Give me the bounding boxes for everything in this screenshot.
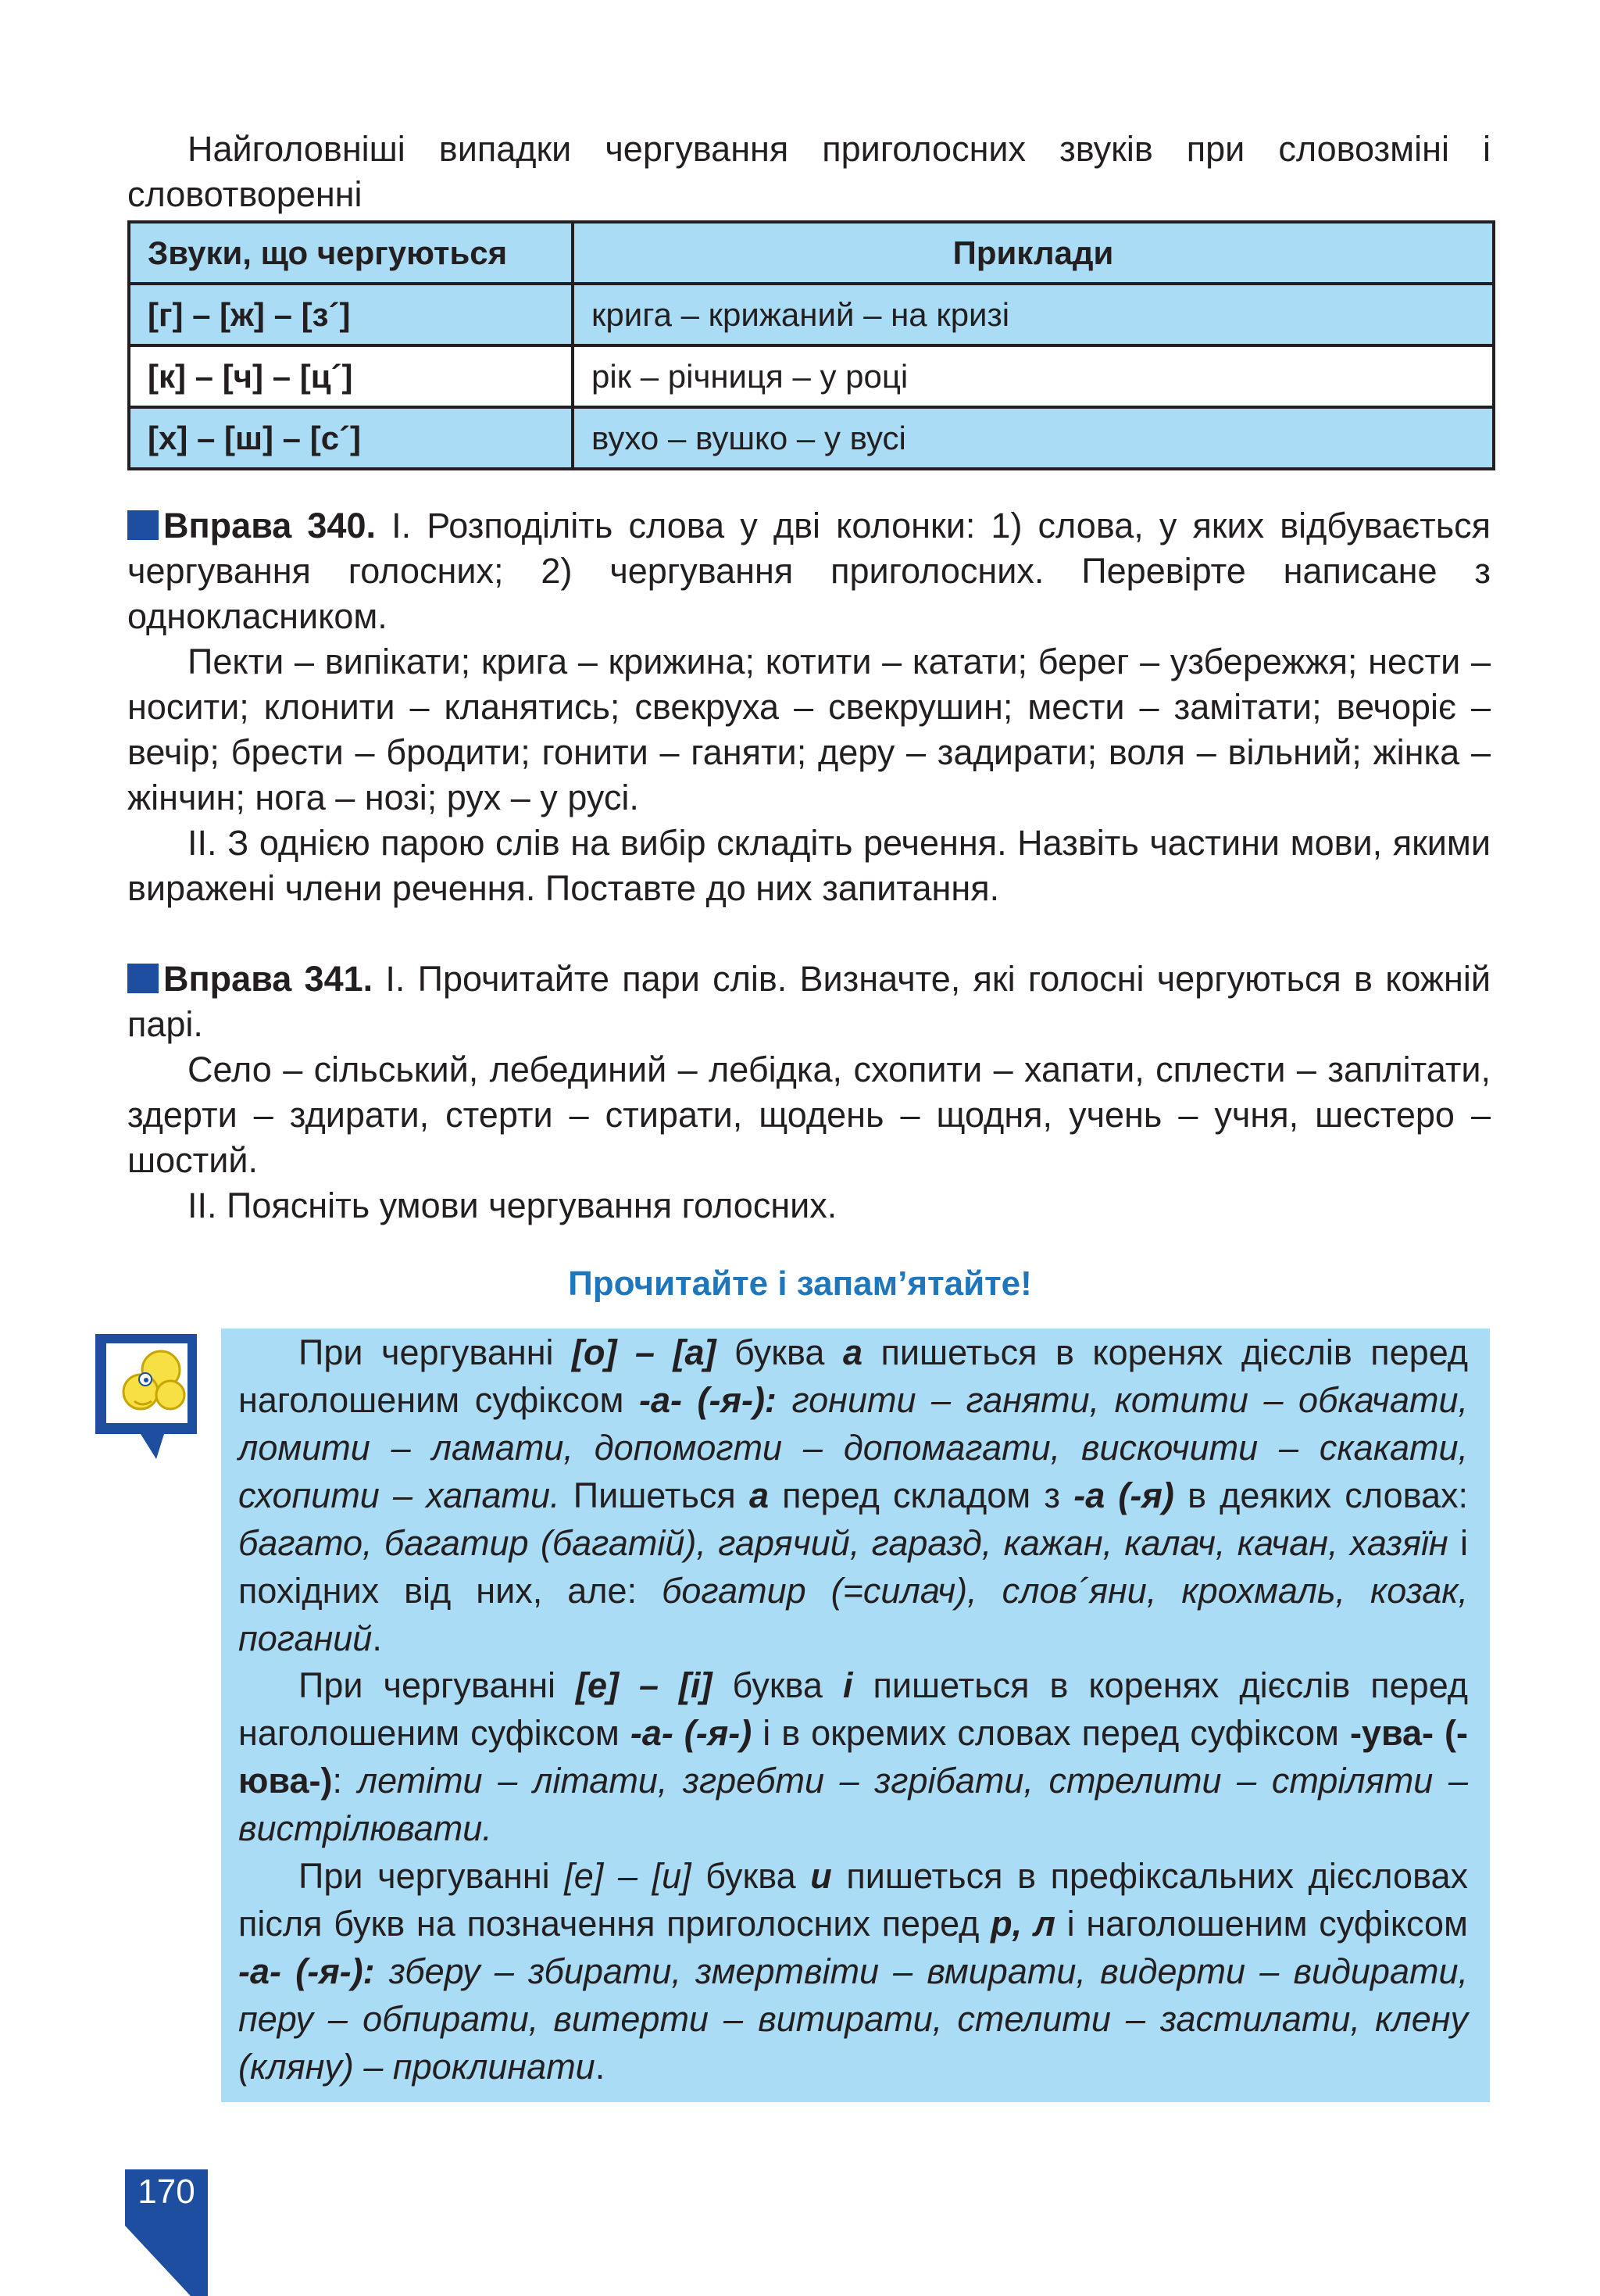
rule-text-run: пишеться в коренях дієслів перед наголошеним суфіксом [238,1665,1468,1753]
table-cell-examples: вухо – вушко – у вусі [573,407,1494,469]
exercise-marker-icon [127,510,159,540]
rule-text-run: і [842,1665,853,1705]
exercise-340-words: Пекти – випікати; крига – крижина; котити – катати; берег – узбережжя; нести – носити; клонити – кланятись; свекруха – свекрушин; мести – замітати; вечоріє – вечір; брести – бродити; гонити – ганяти; деру – задирати; воля – вільний; жінка – жінчин; нога – нозі; рух – у русі. [127,642,1491,817]
table-cell-examples: рік – річниця – у році [573,345,1494,407]
rule-text-run: -ува- (-юва-) [238,1713,1468,1801]
rule-text-run: -а- (-я-): [638,1380,777,1420]
rule-text-run: гонити – ганяти, котити – обкачати, ломити – ламати, допомогти – допомагати, вискочити – скакати, схопити – хапати. [238,1380,1468,1515]
table-header-examples: Приклади [573,222,1494,284]
table-row [129,345,1494,407]
rule-text-run: [о] – [а] [572,1332,716,1372]
rule-text-run: в деяких словах: [1173,1475,1469,1515]
rule-text-run: перед складом з [768,1475,1074,1515]
rule-text-run: . [595,2047,605,2087]
exercise-341-task1-text: І. Прочитайте пари слів. Визначте, які голосні чергуються в кожній парі. [127,959,1491,1044]
page-number-tab [125,2169,208,2296]
exercise-340-task1 [127,503,1491,639]
rule-text-run: [е] – [і] [576,1665,712,1705]
rule-text-run: -а (-я) [1073,1475,1174,1515]
rule-paragraph-3 [238,1852,1468,2090]
table-row [129,407,1494,469]
exercise-marker-icon [127,964,159,993]
exercise-341-task1 [127,957,1491,1047]
exercise-341-task2: ІІ. Поясніть умови чергування голосних. [188,1186,838,1225]
exercise-340-label: Вправа 340. [163,506,376,545]
rule-text-run: При чергуванні [298,1332,573,1372]
rule-text-run: р, л [991,1904,1055,1944]
table-row [129,284,1494,345]
rule-text-run: . [372,1618,382,1658]
rule-text-run: -а- (-я-) [630,1713,752,1753]
rule-text-run: і наголошеним суфіксом [1055,1904,1468,1944]
rule-text-run: -а- (-я-): [238,1951,375,1991]
rule-text-run: пишеться в коренях дієслів перед наголошеним суфіксом [238,1332,1468,1420]
rule-text-run: багато, багатир (багатій), гарячий, гаразд, кажан, калач, качан, хазяїн [238,1523,1448,1563]
table-cell-sounds: [г] – [ж] – [з´] [129,284,573,345]
rule-text-run: а [842,1332,862,1372]
page-number: 170 [138,2173,195,2211]
table-header-sounds: Звуки, що чергуються [129,222,573,284]
rule-text-run: богатир (=силач), слов´яни, крохмаль, козак, поганий [238,1571,1469,1658]
rule-text-run: летіти – літати, згребти – згрібати, стрелити – стріляти – вистрілювати. [238,1761,1468,1848]
rule-text-run: і похідних від них, але: [238,1523,1469,1611]
rule-text-run: буква [716,1332,843,1372]
rule-paragraph-1 [238,1329,1468,1662]
rule-text-run: зберу – збирати, змертвіти – вмирати, видерти – видирати, перу – обпирати, витерти – витирати, стелити – застилати, клену (кляну) – проклинати [238,1951,1469,2087]
exercise-340-task1-text: І. Розподіліть слова у дві колонки: 1) слова, у яких відбувається чергування голосних; 2) чергування приголосних. Перевірте написане з однокласником. [127,506,1491,636]
remember-heading: Прочитайте і запам’ятайте! [568,1264,1032,1303]
exercise-340-task2: ІІ. З однією парою слів на вибір складіть речення. Назвіть частини мови, якими виражені члени речення. Поставте до них запитання. [127,823,1491,908]
table-cell-sounds: [к] – [ч] – [ц´] [129,345,573,407]
rule-text-run: а [748,1475,769,1515]
rule-text-run: пишеться в префіксальних дієсловах після букв на позначення приголосних перед [238,1856,1468,1944]
exercise-341-label: Вправа 341. [163,959,373,999]
rule-text-run: и [810,1856,832,1896]
table-cell-sounds: [х] – [ш] – [с´] [129,407,573,469]
rule-paragraph-2 [238,1661,1468,1852]
rule-text-run: При чергуванні [298,1856,565,1896]
intro-text: Найголовніші випадки чергування приголосних звуків при словозміні і словотворенні [127,129,1491,214]
rule-text-run: : [332,1761,358,1801]
table-cell-examples: крига – крижаний – на кризі [573,284,1494,345]
rule-text-run: Пишеться [559,1475,749,1515]
rule-text-run: [е] – [и] [564,1856,691,1896]
consonant-alternation-table [127,220,1495,470]
rule-text-run: буква [712,1665,843,1705]
remember-mascot-icon [94,1332,199,1465]
rule-text-run: і в окремих словах перед суфіксом [752,1713,1350,1753]
rule-text-run: При чергуванні [298,1665,577,1705]
rule-text-run: буква [691,1856,811,1896]
exercise-341-words: Село – сільський, лебединий – лебідка, схопити – хапати, сплести – заплітати, здерти – здирати, стерти – стирати, щодень – щодня, учень – учня, шестеро – шостий. [127,1050,1491,1180]
table-header-row [129,222,1494,284]
